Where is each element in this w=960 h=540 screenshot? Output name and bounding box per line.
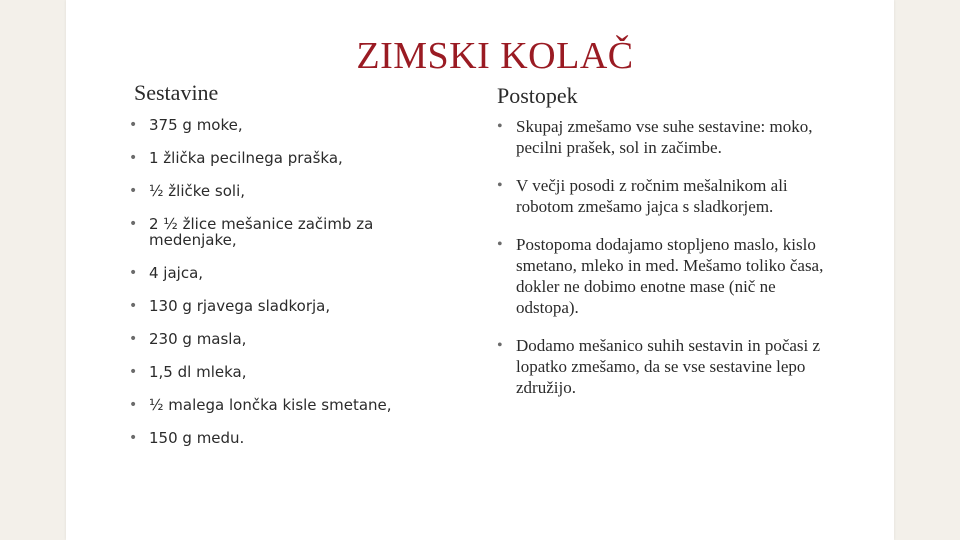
step-item: • Dodamo mešanico suhih sestavin in počasi z lopatko zmešamo, da se vse sestavine lepo združijo. <box>497 335 837 398</box>
step-item: • V večji posodi z ročnim mešalnikom ali robotom zmešamo jajca s sladkorjem. <box>497 175 837 217</box>
steps-heading: Postopek <box>497 83 578 108</box>
ingredient-item: • 2 ½ žlice mešanice začimb za medenjake, <box>129 216 419 248</box>
ingredient-item: • 375 g moke, <box>129 117 419 133</box>
slide-title: ZIMSKI KOLAČ <box>356 35 634 77</box>
ingredients-list <box>129 117 419 463</box>
ingredients-heading: Sestavine <box>134 80 219 105</box>
ingredient-item: • 130 g rjavega sladkorja, <box>129 298 419 314</box>
steps-list <box>497 116 837 415</box>
step-item: • Postopoma dodajamo stopljeno maslo, kislo smetano, mleko in med. Mešamo toliko časa, dokler ne dobimo enotne mase (nič ne odstopa). <box>497 234 837 318</box>
ingredient-item: • ½ malega lončka kisle smetane, <box>129 397 419 413</box>
ingredient-item: • 230 g masla, <box>129 331 419 347</box>
ingredient-item: • ½ žličke soli, <box>129 183 419 199</box>
step-item: • Skupaj zmešamo vse suhe sestavine: moko, pecilni prašek, sol in začimbe. <box>497 116 837 158</box>
ingredient-item: • 150 g medu. <box>129 430 419 446</box>
ingredient-item: • 4 jajca, <box>129 265 419 281</box>
ingredient-item: • 1,5 dl mleka, <box>129 364 419 380</box>
ingredient-item: • 1 žlička pecilnega praška, <box>129 150 419 166</box>
